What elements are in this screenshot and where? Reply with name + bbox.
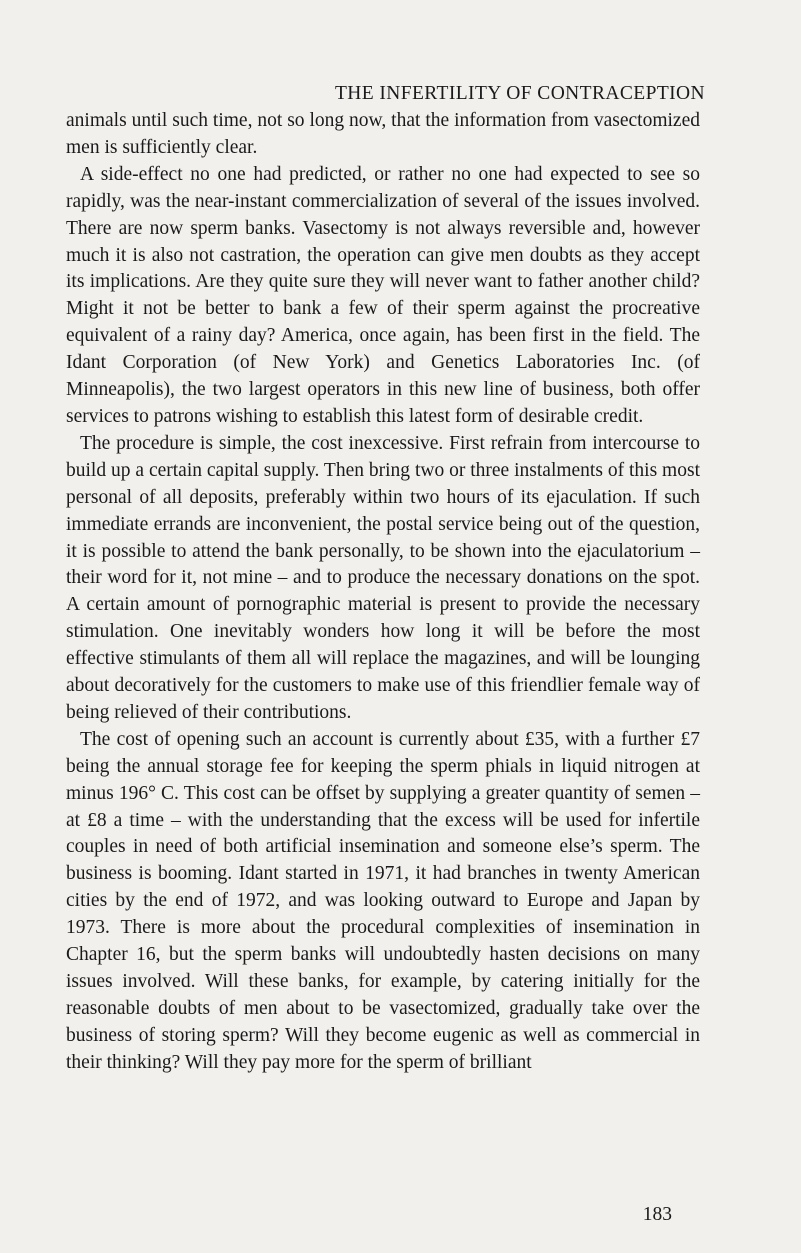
paragraph: The cost of opening such an account is currently about £35, with a further £7 being the annual storage fee for keeping the sperm phials in liquid nitrogen at minus 196° C. This cost can be offset by supplying a greater quantity of semen – at £8 a time – with the understanding that the excess will be used for infertile couples in need of both artificial insemination and someone else’s sperm. The business is booming. Idant started in 1971, it had branches in twenty American cities by the end of 1972, and was looking outward to Europe and Japan by 1973. There is more about the procedural complexities of insemination in Chapter 16, but the sperm banks will undoubtedly hasten decisions on many issues involved. Will these banks, for example, by catering initially for the reasonable doubts of men about to be vasectomized, gradually take over the business of storing sperm? Will they become eugenic as well as commercial in their thinking? Will they pay more for the sperm of brilliant — [66, 728, 700, 1073]
paragraph-continuation: animals until such time, not so long now, that the information from vasectomized men is sufficiently clear. — [66, 110, 700, 158]
running-head: THE INFERTILITY OF CONTRACEPTION — [334, 83, 705, 104]
paragraph: The procedure is simple, the cost inexcessive. First refrain from intercourse to build up a certain capital supply. Then bring two or three instalments of this most personal of all deposits, preferably within two hours of its ejaculation. If such immediate errands are inconvenient, the postal service being out of the question, it is possible to attend the bank personally, to be shown into the ejaculatorium – their word for it, not mine – and to produce the necessary donations on the spot. A certain amount of pornographic material is present to provide the necessary stimulation. One inevitably wonders how long it will be before the most effective stimulants of them all will replace the magazines, and will be lounging about decoratively for the customers to make use of this friendlier female way of being relieved of their contributions. — [66, 432, 700, 723]
body-text — [66, 108, 700, 1077]
page-number: 183 — [642, 1204, 672, 1225]
paragraph: A side-effect no one had predicted, or rather no one had expected to see so rapidly, was the near-instant commercialization of several of the issues involved. There are now sperm banks. Vasectomy is not always reversible and, however much it is also not castration, the operation can give men doubts as they accept its implications. Are they quite sure they will never want to father another child? Might it not be better to bank a few of their sperm against the procreative equivalent of a rainy day? America, once again, has been first in the field. The Idant Corporation (of New York) and Genetics Laboratories Inc. (of Minneapolis), the two largest operators in this new line of business, both offer services to patrons wishing to establish this latest form of desirable credit. — [66, 163, 700, 427]
